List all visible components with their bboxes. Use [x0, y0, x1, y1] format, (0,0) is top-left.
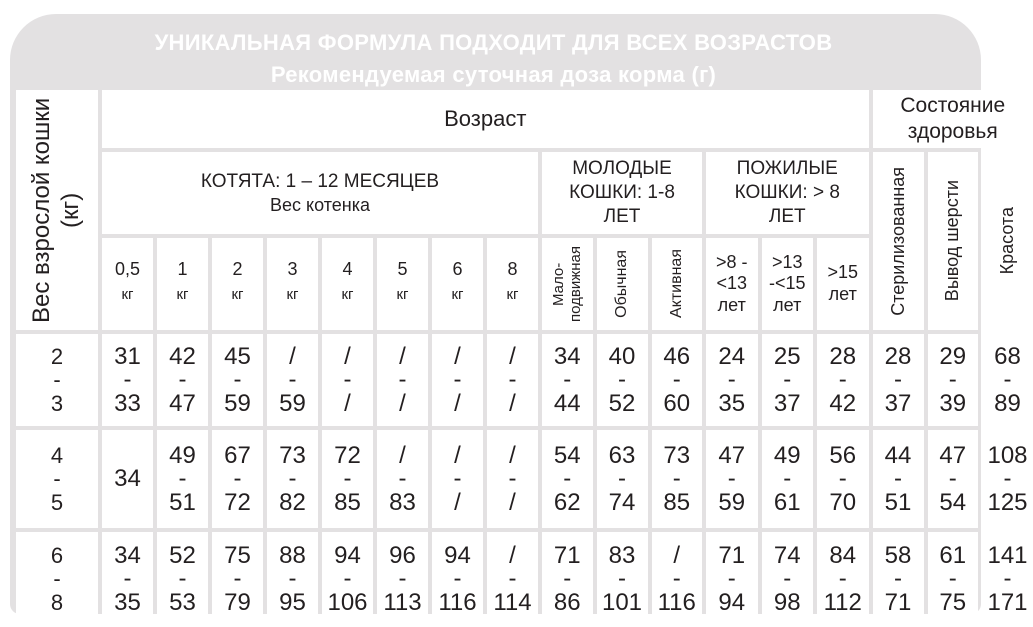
portion-dash: -	[233, 366, 242, 394]
kittens-group-title: КОТЯТА: 1 – 12 МЕСЯЦЕВ	[200, 170, 440, 192]
health-col-label: Красота	[997, 207, 1017, 275]
portion-cell	[762, 430, 814, 528]
portion-min: 47	[939, 441, 967, 469]
portion-cell	[652, 532, 703, 626]
portion-max: 47	[169, 389, 196, 417]
senior-col-line: лет	[828, 284, 857, 304]
portion-cell	[432, 334, 483, 426]
kitten-weight-col	[322, 238, 373, 330]
portion-max: /	[454, 488, 461, 516]
health-header: Состояние здоровья	[873, 90, 1033, 148]
portion-min: 25	[773, 342, 801, 370]
portion-cell	[817, 532, 869, 626]
portion-dash: -	[453, 366, 462, 394]
portion-min: /	[289, 342, 296, 370]
portion-cell	[487, 430, 538, 528]
kitten-weight-col	[487, 238, 538, 330]
kitten-weight-col	[377, 238, 428, 330]
portion-dash: -	[288, 565, 297, 593]
weight-range-cell	[16, 334, 98, 426]
portion-min: 28	[829, 342, 857, 370]
portion-dash: -	[453, 565, 462, 593]
young-col-normal	[597, 238, 648, 330]
portion-dash: -	[948, 465, 957, 493]
portion-dash: -	[618, 565, 626, 593]
portion-min: 24	[718, 342, 746, 370]
kitten-weight-unit: кг	[451, 285, 464, 303]
portion-max: 59	[718, 488, 746, 516]
young-col-label: Активная	[667, 249, 685, 319]
portion-cell	[597, 532, 648, 626]
portion-dash: -	[178, 465, 187, 493]
portion-dash: -	[783, 565, 792, 593]
portion-max: 71	[884, 588, 912, 616]
weight-header-label: Вес взрослой кошки (кг)	[28, 97, 84, 323]
portion-cell	[928, 334, 979, 426]
portion-min: 45	[224, 342, 251, 370]
table-title: УНИКАЛЬНАЯ ФОРМУЛА ПОДХОДИТ ДЛЯ ВСЕХ ВОЗРАСТОВ	[154, 30, 833, 55]
senior-col-line: лет	[717, 294, 746, 315]
portion-dash: -	[563, 465, 572, 493]
kitten-weight-value: 4	[342, 258, 353, 279]
portion-min: /	[454, 441, 461, 469]
health-col-label: Вывод шерсти	[942, 180, 963, 302]
weight-range-cell	[16, 430, 98, 528]
kittens-group-header	[102, 152, 538, 234]
portion-dash: -	[894, 465, 902, 493]
portion-cell	[928, 430, 979, 528]
portion-cell	[267, 334, 318, 426]
weight-from: 6	[50, 543, 64, 569]
portion-max: 74	[608, 488, 636, 516]
portion-dash: -	[1003, 565, 1012, 593]
portion-min: /	[509, 441, 516, 469]
portion-cell	[542, 334, 593, 426]
portion-max: 52	[608, 389, 636, 417]
portion-min: /	[509, 541, 516, 569]
portion-min: 108	[987, 441, 1028, 469]
portion-max: 39	[939, 389, 967, 417]
portion-max: /	[399, 389, 406, 417]
portion-cell	[322, 430, 373, 528]
portion-min: 31	[114, 342, 141, 370]
portion-min: 56	[829, 441, 857, 469]
portion-min: 75	[224, 541, 251, 569]
portion-min: /	[509, 342, 516, 370]
portion-max: 79	[224, 588, 251, 616]
portion-max: 70	[829, 488, 857, 516]
table-subtitle: Рекомендуемая суточная доза корма (г)	[270, 62, 717, 87]
kitten-weight-value: 5	[397, 258, 408, 279]
senior-col-line: >13	[771, 251, 803, 272]
portion-dash: -	[1003, 366, 1012, 394]
portion-max: 61	[773, 488, 801, 516]
portion-max: 59	[279, 389, 306, 417]
portion-dash: -	[838, 465, 847, 493]
portion-max: 116	[657, 588, 696, 616]
portion-min: 28	[884, 342, 912, 370]
weight-dash: -	[53, 367, 61, 393]
portion-min: 94	[334, 541, 361, 569]
kitten-weight-value: 0,5	[114, 258, 141, 279]
portion-max: 98	[773, 588, 801, 616]
portion-max: 37	[773, 389, 801, 417]
portion-cell	[597, 334, 648, 426]
portion-max: 51	[884, 488, 912, 516]
portion-min: 84	[829, 541, 857, 569]
portion-cell	[487, 334, 538, 426]
portion-dash: -	[508, 465, 517, 493]
kitten-weight-col	[157, 238, 208, 330]
kittens-weight-label: Вес котенка	[270, 194, 370, 215]
portion-dash: -	[618, 465, 626, 493]
kitten-weight-value: 1	[177, 258, 188, 279]
portion-cell	[377, 430, 428, 528]
portion-cell	[157, 334, 208, 426]
senior-col-line: >15	[827, 262, 859, 283]
young-group-header: МОЛОДЫЕ КОШКИ: 1-8 ЛЕТ	[542, 152, 702, 234]
portion-max: 54	[939, 488, 967, 516]
portion-min: 94	[444, 541, 471, 569]
portion-cell	[762, 334, 814, 426]
portion-max: 113	[383, 588, 422, 616]
portion-cell	[157, 430, 208, 528]
portion-cell	[873, 334, 924, 426]
portion-cell	[487, 532, 538, 626]
health-col-sterilized	[873, 152, 924, 330]
portion-max: 59	[224, 389, 251, 417]
portion-dash: -	[563, 565, 572, 593]
portion-max: 95	[279, 588, 306, 616]
portion-cell	[322, 334, 373, 426]
feeding-table	[16, 90, 1028, 616]
kitten-weight-unit: кг	[121, 285, 134, 303]
kitten-weight-value: 3	[287, 258, 298, 279]
kitten-weight-unit: кг	[286, 285, 299, 303]
portion-cell	[432, 532, 483, 626]
portion-max: 33	[114, 389, 141, 417]
portion-min: 71	[553, 541, 581, 569]
portion-cell	[873, 430, 924, 528]
portion-dash: -	[508, 565, 517, 593]
portion-max: 82	[279, 488, 306, 516]
portion-dash: -	[288, 465, 297, 493]
portion-max: /	[344, 389, 351, 417]
portion-max: /	[454, 389, 461, 417]
portion-min: 63	[608, 441, 636, 469]
portion-max: 112	[823, 588, 862, 616]
portion-min: 67	[224, 441, 251, 469]
portion-cell	[212, 430, 263, 528]
portion-dash: -	[838, 366, 847, 394]
portion-cell	[267, 532, 318, 626]
portion-cell	[267, 430, 318, 528]
portion-dash: -	[672, 465, 681, 493]
portion-max: 62	[553, 488, 581, 516]
portion-cell	[982, 334, 1033, 426]
portion-min: 49	[773, 441, 801, 469]
portion-dash: -	[233, 565, 242, 593]
portion-max: 35	[718, 389, 746, 417]
portion-max: 101	[601, 588, 643, 616]
kitten-weight-unit: кг	[231, 285, 244, 303]
portion-dash: -	[1003, 465, 1012, 493]
portion-max: 125	[987, 488, 1028, 516]
portion-max: /	[509, 389, 516, 417]
portion-dash: -	[178, 366, 187, 394]
portion-cell	[982, 532, 1033, 626]
kitten-weight-unit: кг	[506, 285, 519, 303]
portion-dash: -	[783, 366, 792, 394]
portion-dash: -	[948, 366, 957, 394]
portion-dash: -	[727, 366, 736, 394]
portion-max: 85	[334, 488, 361, 516]
portion-min: /	[344, 342, 351, 370]
portion-max: 114	[493, 588, 532, 616]
kitten-weight-value: 6	[452, 258, 463, 279]
portion-min: /	[399, 342, 406, 370]
portion-cell	[982, 430, 1033, 528]
portion-min: 46	[663, 342, 691, 370]
portion-min: 141	[987, 541, 1028, 569]
portion-cell	[817, 334, 869, 426]
young-col-label: Обычная	[612, 250, 630, 318]
portion-min: 96	[389, 541, 416, 569]
portion-min: 42	[169, 342, 196, 370]
portion-cell	[102, 532, 153, 626]
portion-max: 72	[224, 488, 251, 516]
portion-dash: -	[948, 565, 957, 593]
portion-min: 40	[608, 342, 636, 370]
portion-min: 61	[939, 541, 967, 569]
weight-header	[16, 90, 98, 330]
portion-cell	[542, 532, 593, 626]
portion-max: 83	[389, 488, 416, 516]
portion-dash: -	[398, 465, 407, 493]
portion-max: 60	[663, 389, 691, 417]
young-col-label: Мало-подвижная	[550, 245, 585, 323]
portion-min: 54	[553, 441, 581, 469]
senior-col	[762, 238, 814, 330]
portion-max: /	[509, 488, 516, 516]
portion-cell	[597, 430, 648, 528]
portion-dash: -	[233, 465, 242, 493]
portion-min: 29	[939, 342, 967, 370]
portion-max: 75	[939, 588, 967, 616]
kitten-weight-value: 8	[507, 258, 518, 279]
portion-min: /	[673, 541, 681, 569]
portion-min: 73	[663, 441, 691, 469]
portion-cell	[928, 532, 979, 626]
portion-min: 47	[718, 441, 746, 469]
portion-dash: -	[783, 465, 792, 493]
portion-dash: -	[727, 565, 736, 593]
senior-col-line: лет	[773, 294, 802, 315]
portion-max: 89	[994, 389, 1021, 417]
kitten-weight-col	[212, 238, 263, 330]
portion-cell	[706, 532, 758, 626]
portion-dash: -	[894, 366, 902, 394]
weight-to: 3	[50, 390, 64, 416]
portion-max: 44	[553, 389, 581, 417]
portion-max: 51	[169, 488, 196, 516]
kitten-weight-value: 2	[232, 258, 243, 279]
senior-group-header: ПОЖИЛЫЕ КОШКИ: > 8 ЛЕТ	[706, 152, 869, 234]
portion-min: 49	[169, 441, 196, 469]
portion-min: 74	[773, 541, 801, 569]
portion-cell	[652, 430, 703, 528]
portion-dash: -	[563, 366, 572, 394]
weight-dash: -	[53, 466, 61, 492]
portion-max: 116	[438, 588, 477, 616]
portion-min: 88	[279, 541, 306, 569]
age-header: Возраст	[102, 90, 869, 148]
portion-cell	[102, 334, 153, 426]
young-col-active	[652, 238, 703, 330]
portion-dash: -	[288, 366, 297, 394]
kitten-weight-col	[432, 238, 483, 330]
portion-max: 42	[829, 389, 857, 417]
portion-dash: -	[838, 565, 847, 593]
portion-min: 34	[114, 541, 141, 569]
portion-cell	[652, 334, 703, 426]
senior-col-line: >8 -	[715, 251, 748, 272]
weight-dash: -	[53, 566, 61, 592]
portion-min: 34	[553, 342, 581, 370]
senior-col	[817, 238, 869, 330]
portion-cell	[377, 532, 428, 626]
kitten-weight-unit: кг	[341, 285, 354, 303]
portion-cell	[432, 430, 483, 528]
portion-min: 73	[279, 441, 306, 469]
portion-min: 83	[608, 541, 636, 569]
weight-range-cell	[16, 532, 98, 626]
portion-max: 86	[553, 588, 581, 616]
kitten-weight-unit: кг	[176, 285, 189, 303]
kitten-weight-col	[267, 238, 318, 330]
young-col-sedentary	[542, 238, 593, 330]
health-col-beauty	[982, 152, 1033, 330]
senior-col-line: -<15	[768, 273, 806, 294]
portion-dash: -	[727, 465, 736, 493]
portion-max: 94	[718, 588, 746, 616]
portion-cell	[377, 334, 428, 426]
portion-cell	[212, 334, 263, 426]
weight-to: 5	[50, 489, 64, 515]
portion-cell	[706, 334, 758, 426]
portion-min: 52	[169, 541, 196, 569]
portion-dash: -	[672, 565, 681, 593]
portion-dash: -	[672, 366, 681, 394]
portion-min: 71	[718, 541, 746, 569]
portion-max: 53	[169, 588, 196, 616]
portion-cell	[212, 532, 263, 626]
portion-cell	[817, 430, 869, 528]
health-col-hairball	[928, 152, 979, 330]
portion-min: /	[399, 441, 406, 469]
kitten-weight-col	[102, 238, 153, 330]
portion-dash: -	[123, 366, 132, 394]
portion-cell	[706, 430, 758, 528]
portion-cell	[542, 430, 593, 528]
portion-dash: -	[618, 366, 626, 394]
portion-cell: 34	[102, 430, 153, 528]
weight-from: 2	[50, 344, 64, 370]
portion-dash: -	[343, 465, 352, 493]
portion-dash: -	[453, 465, 462, 493]
senior-col-line: <13	[716, 273, 748, 294]
portion-min: /	[454, 342, 461, 370]
portion-dash: -	[343, 366, 352, 394]
kitten-weight-unit: кг	[396, 285, 409, 303]
portion-dash: -	[894, 565, 902, 593]
portion-dash: -	[398, 565, 407, 593]
portion-max: 37	[884, 389, 912, 417]
portion-min: 58	[884, 541, 912, 569]
portion-dash: -	[508, 366, 517, 394]
weight-to: 8	[50, 589, 64, 615]
portion-max: 35	[114, 588, 141, 616]
portion-min: 68	[994, 342, 1021, 370]
portion-min: 44	[884, 441, 912, 469]
portion-dash: -	[123, 565, 132, 593]
portion-min: 72	[334, 441, 361, 469]
portion-dash: -	[398, 366, 407, 394]
portion-cell	[157, 532, 208, 626]
portion-max: 85	[663, 488, 691, 516]
portion-cell	[322, 532, 373, 626]
portion-cell	[762, 532, 814, 626]
senior-col	[706, 238, 758, 330]
portion-max: 106	[327, 588, 368, 616]
health-col-label: Стерилизованная	[887, 166, 908, 316]
portion-max: 171	[987, 588, 1028, 616]
portion-dash: -	[178, 565, 187, 593]
weight-from: 4	[50, 443, 64, 469]
portion-cell	[873, 532, 924, 626]
portion-dash: -	[343, 565, 352, 593]
